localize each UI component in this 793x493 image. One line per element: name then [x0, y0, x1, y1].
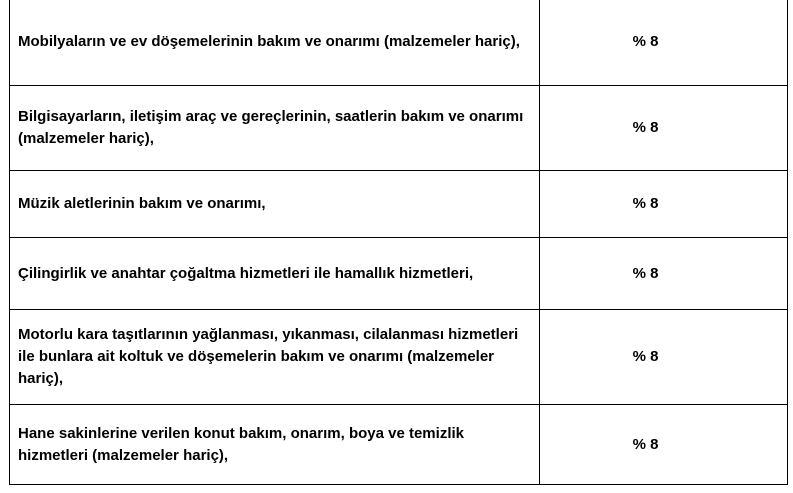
service-description: Hane sakinlerine verilen konut bakım, onarım, boya ve temizlik hizmetleri (malzemeler hariç), [10, 405, 540, 485]
table-row [10, 310, 788, 405]
table-row [10, 86, 788, 171]
vat-rate: % 8 [540, 171, 788, 238]
vat-rate: % 8 [540, 310, 788, 405]
service-description: Bilgisayarların, iletişim araç ve gereçlerinin, saatlerin bakım ve onarımı (malzemeler hariç), [10, 86, 540, 171]
table-row [10, 171, 788, 238]
table-row [10, 405, 788, 485]
vat-rate-table [9, 0, 788, 485]
service-description: Müzik aletlerinin bakım ve onarımı, [10, 171, 540, 238]
vat-rate: % 8 [540, 238, 788, 310]
service-description: Çilingirlik ve anahtar çoğaltma hizmetleri ile hamallık hizmetleri, [10, 238, 540, 310]
vat-rate: % 8 [540, 0, 788, 86]
table-row [10, 0, 788, 86]
service-description: Motorlu kara taşıtlarının yağlanması, yıkanması, cilalanması hizmetleri ile bunlara ait koltuk ve döşemelerin bakım ve onarımı (malzemeler hariç), [10, 310, 540, 405]
vat-rate: % 8 [540, 405, 788, 485]
table-row [10, 238, 788, 310]
service-description: Mobilyaların ve ev döşemelerinin bakım ve onarımı (malzemeler hariç), [10, 0, 540, 86]
vat-rate: % 8 [540, 86, 788, 171]
